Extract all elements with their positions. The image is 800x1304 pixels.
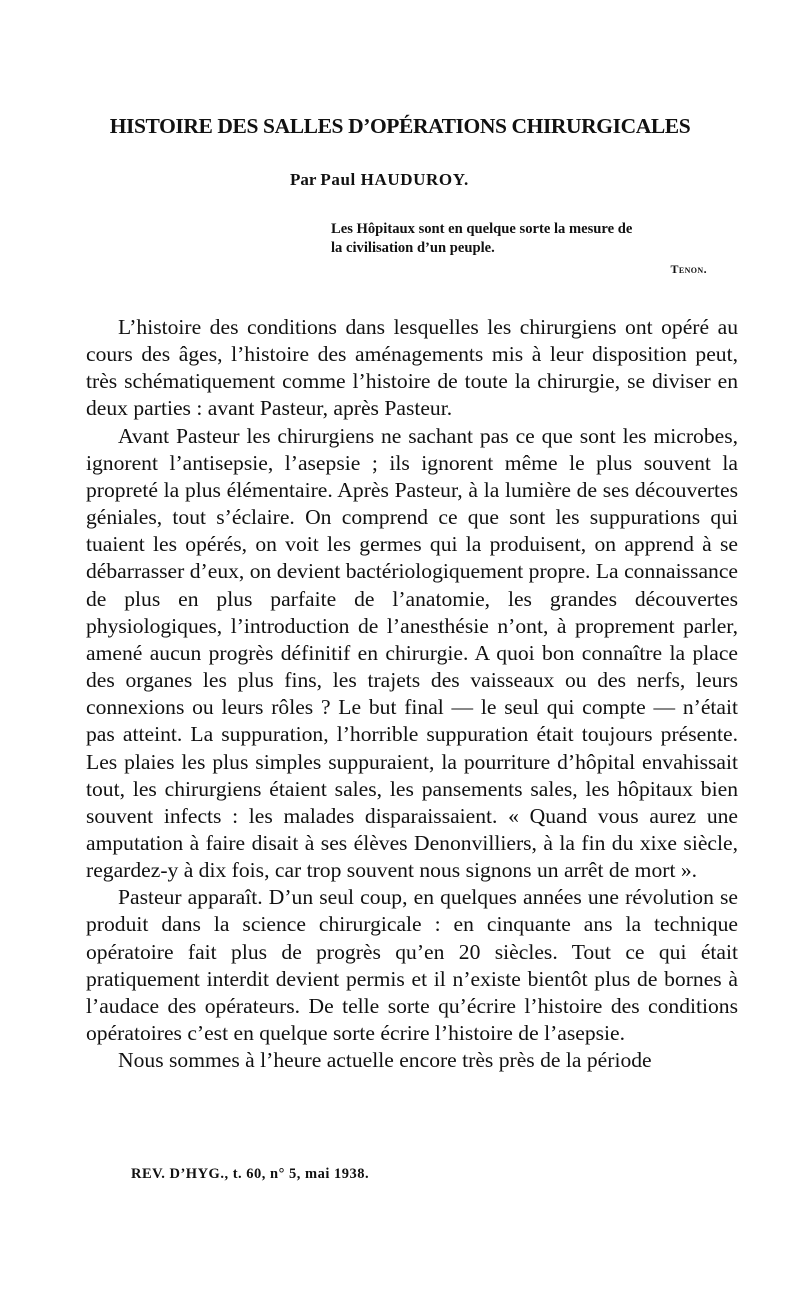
author-line <box>290 170 469 190</box>
epigraph-signature: Tenon. <box>670 262 707 276</box>
article-body <box>86 314 738 1074</box>
epigraph <box>331 220 743 279</box>
paragraph-2: Avant Pasteur les chirurgiens ne sachant pas ce que sont les microbes, ignorent l’antisepsie, l’asepsie ; ils ignorent même le plus souvent la propreté la plus élémentaire. Après Pasteur, à la lumière de ses découvertes géniales, tout s’éclaire. On comprend ce que sont les suppurations qui tuaient les opérés, on voit les germes qui la produisent, on apprend à se débarrasser d’eux, on devient bactériologiquement propre. La connaissance de plus en plus parfaite de l’anatomie, les grandes découvertes physiologiques, l’introduction de l’anesthésie n’ont, à proprement parler, amené aucun progrès définitif en chirurgie. A quoi bon connaître la place des organes les plus fins, les trajets des vaisseaux ou des nerfs, leurs connexions ou leurs rôles ? Le but final — le seul qui compte — n’était pas atteint. La suppuration, l’horrible suppuration était toujours présente. Les plaies les plus simples suppuraient, la pourriture d’hôpital envahissait tout, les chirurgiens étaient sales, les pansements sales, les hôpitaux bien souvent infects : les malades disparaissaient. « Quand vous aurez une amputation à faire disait à ses élèves Denonvilliers, à la fin du xixe siècle, regardez-y à dix fois, car trop souvent nous signons un arrêt de mort ». <box>86 423 738 883</box>
author-name: Paul HAUDUROY. <box>320 170 469 189</box>
paragraph-3: Pasteur apparaît. D’un seul coup, en quelques années une révolution se produit dans la science chirurgicale : en cinquante ans la technique opératoire fait plus de progrès qu’en 20 siècles. Tout ce qui était pratiquement interdit devient permis et il n’existe bientôt plus de bornes à l’audace des opérateurs. De telle sorte qu’écrire l’histoire des conditions opératoires c’est en quelque sorte écrire l’histoire de l’asepsie. <box>86 885 738 1046</box>
paragraph-1: L’histoire des conditions dans lesquelles les chirurgiens ont opéré au cours des âges, l’histoire des aménagements mis à leur disposition peut, très schématiquement comme l’histoire de toute la chirurgie, se diviser en deux parties : avant Pasteur, après Pasteur. <box>86 315 738 421</box>
journal-citation: REV. D’HYG., t. 60, n° 5, mai 1938. <box>131 1166 370 1182</box>
paragraph-4: Nous sommes à l’heure actuelle encore très près de la période <box>118 1048 652 1073</box>
author-prefix: Par <box>290 170 321 189</box>
epigraph-line-2: la civilisation d’un peuple. <box>331 240 495 256</box>
epigraph-line-1: Les Hôpitaux sont en quelque sorte la mesure de <box>331 221 633 237</box>
article-title: HISTOIRE DES SALLES D’OPÉRATIONS CHIRURGICALES <box>109 114 691 138</box>
